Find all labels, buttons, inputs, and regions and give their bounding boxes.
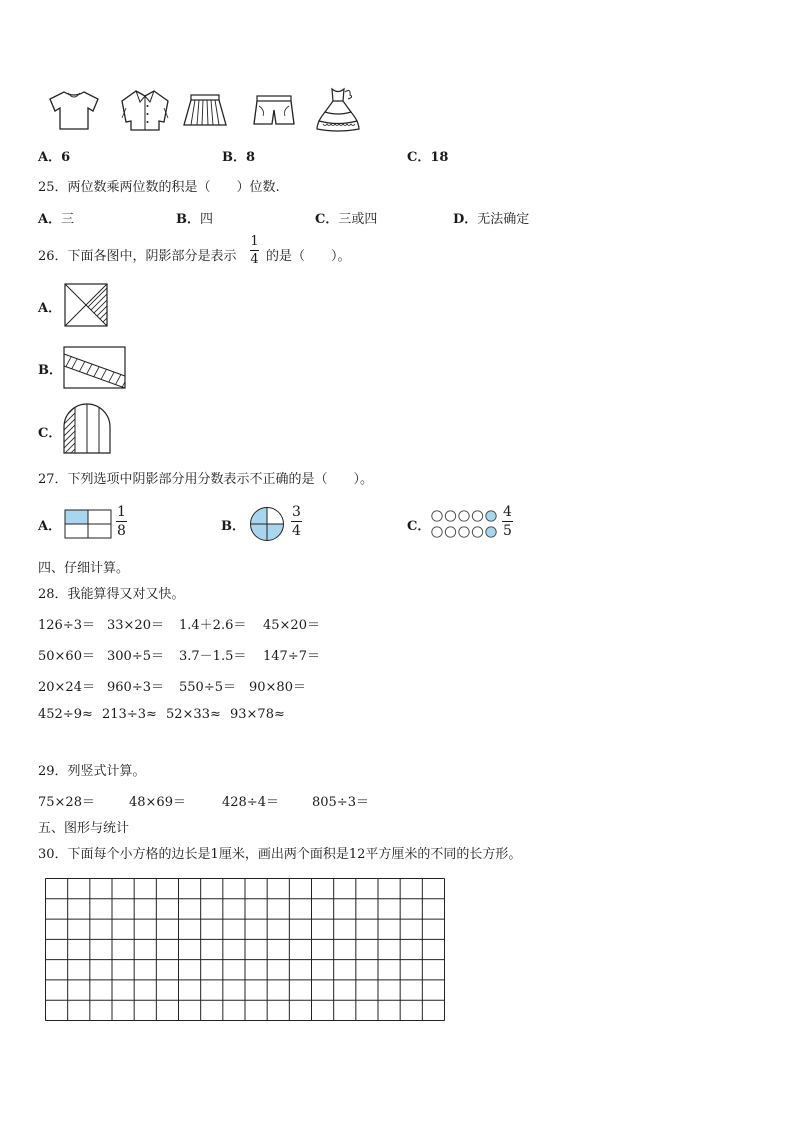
q26-figure-c	[63, 403, 111, 454]
q25-option-b[interactable]: B．四	[176, 212, 214, 227]
q28-stem: 28．我能算得又对又快。	[38, 587, 185, 602]
shaded-circle	[486, 527, 496, 537]
q28-problem[interactable]: 93×78≈	[230, 707, 285, 722]
q29-problem[interactable]: 805÷3＝	[312, 795, 369, 810]
q28-problem[interactable]: 33×20＝	[107, 618, 164, 633]
pleated-skirt-icon	[181, 93, 229, 129]
q25-option-c[interactable]: C．三或四	[315, 212, 378, 227]
circle	[445, 511, 455, 521]
q27-option-a-label[interactable]: A．	[38, 519, 62, 534]
q27-figure-a	[64, 509, 112, 539]
q28-problem[interactable]: 300÷5＝	[107, 649, 164, 664]
shirt-icon	[118, 88, 172, 132]
q27-option-b-label[interactable]: B．	[221, 519, 245, 534]
q30-square-grid[interactable]	[45, 878, 445, 1021]
q26-figure-a	[64, 283, 108, 327]
q26-figure-b	[63, 346, 126, 389]
q25-option-d[interactable]: D．无法确定	[453, 212, 530, 227]
q27-figure-a-shade	[65, 510, 88, 524]
q27-option-c-label[interactable]: C．	[407, 519, 431, 534]
circle	[472, 527, 482, 537]
q28-problem[interactable]: 960÷3＝	[107, 680, 164, 695]
q28-problem[interactable]: 50×60＝	[38, 649, 95, 664]
q24-option-c[interactable]: C．18	[407, 150, 449, 165]
circle	[472, 511, 482, 521]
circle	[432, 527, 442, 537]
q25-option-a[interactable]: A．三	[38, 212, 75, 227]
q29-stem: 29．列竖式计算。	[38, 764, 146, 779]
circle	[459, 511, 469, 521]
q28-problem[interactable]: 52×33≈	[166, 707, 221, 722]
q24-option-b[interactable]: B．8	[222, 150, 256, 165]
q27-option-a-fraction: 1 8	[117, 504, 126, 539]
circle	[459, 527, 469, 537]
q28-problem[interactable]: 452÷9≈	[38, 707, 93, 722]
q28-problem[interactable]: 1.4＋2.6＝	[179, 618, 247, 633]
circle	[445, 527, 455, 537]
q29-problem[interactable]: 428÷4＝	[222, 795, 279, 810]
shorts-icon	[251, 94, 297, 128]
q27-figure-c	[431, 508, 499, 540]
circle	[432, 511, 442, 521]
q28-problem[interactable]: 147÷7＝	[263, 649, 320, 664]
ruffled-dress-icon	[313, 86, 363, 132]
q25-stem: 25．两位数乘两位数的积是（ ）位数.	[38, 180, 280, 195]
q26-option-c-label[interactable]: C．	[38, 426, 62, 441]
q28-problem[interactable]: 126÷3＝	[38, 618, 95, 633]
section-4-title: 四、仔细计算。	[38, 561, 130, 576]
shaded-circle	[486, 511, 496, 521]
q26-fraction: 1 4	[250, 234, 259, 267]
q28-problem[interactable]: 90×80＝	[249, 680, 306, 695]
q29-problem[interactable]: 75×28＝	[38, 795, 95, 810]
q30-stem: 30．下面每个小方格的边长是1厘米，画出两个面积是12平方厘米的不同的长方形。	[38, 847, 522, 862]
q28-problem[interactable]: 213÷3≈	[102, 707, 157, 722]
q27-option-b-fraction: 3 4	[292, 504, 301, 539]
q28-problem[interactable]: 550÷5＝	[179, 680, 236, 695]
q28-problem[interactable]: 3.7－1.5＝	[179, 649, 247, 664]
section-5-title: 五、图形与统计	[38, 821, 130, 836]
q26-option-a-label[interactable]: A．	[38, 301, 62, 316]
q29-problem[interactable]: 48×69＝	[129, 795, 186, 810]
q28-problem[interactable]: 20×24＝	[38, 680, 95, 695]
q28-problem[interactable]: 45×20＝	[263, 618, 320, 633]
q27-option-c-fraction: 4 5	[503, 504, 512, 539]
q27-figure-b	[249, 506, 285, 542]
q27-stem: 27．下列选项中阴影部分用分数表示不正确的是（ ）。	[38, 472, 374, 487]
q26-option-b-label[interactable]: B．	[38, 363, 62, 378]
q24-option-a[interactable]: A．6	[38, 150, 71, 165]
t-shirt-icon	[46, 89, 102, 131]
